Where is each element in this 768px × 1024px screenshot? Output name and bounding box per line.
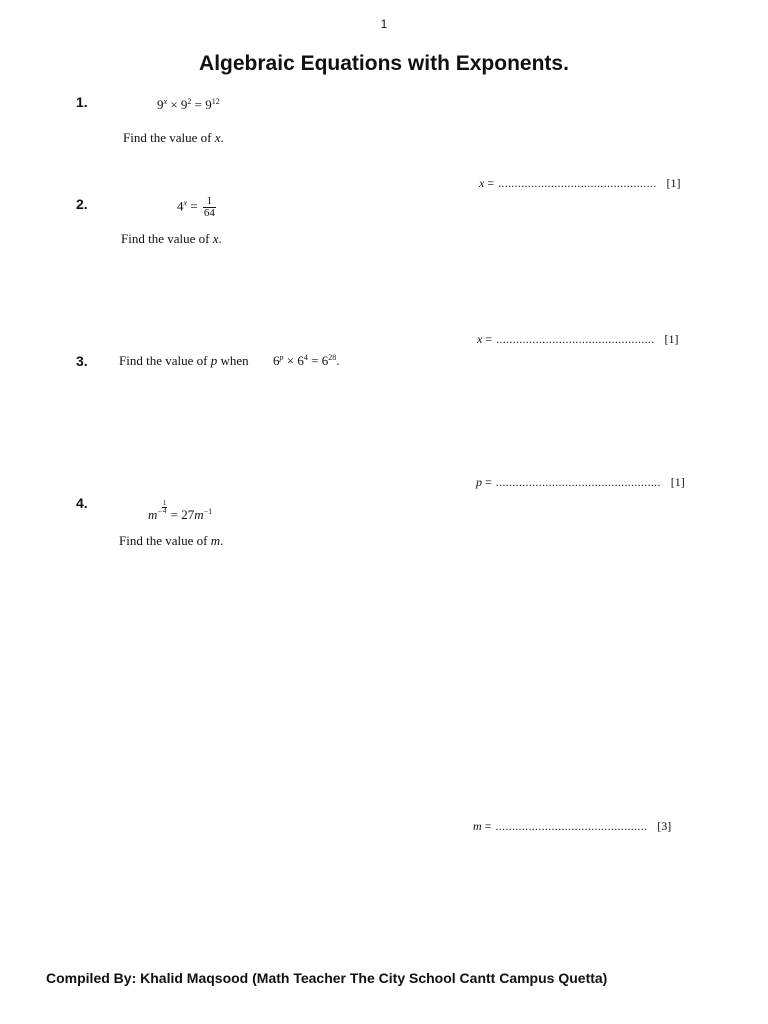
exponent-fraction-one-quarter: $\frac{1}{4}$ <box>162 499 167 515</box>
question-1-equation: $9^x \times 9^2 = 9^{12}$ <box>157 97 220 112</box>
question-3-number: 3. <box>76 353 88 369</box>
footer-credit: Compiled By: Khalid Maqsood (Math Teacher The City School Cantt Campus Quetta) <box>46 970 608 986</box>
page-number: 1 <box>380 17 388 31</box>
question-1-marks: [1] <box>666 176 681 190</box>
page-title: Algebraic Equations with Exponents. <box>199 52 569 75</box>
question-2-marks: [1] <box>664 332 679 346</box>
question-2-equation: 4$^x$ = $\frac{1}{64}$ <box>177 195 215 219</box>
question-4-number: 4. <box>76 495 88 511</box>
question-3-equation: $6^p \times 6^4 = 6^{28}$. <box>273 353 340 368</box>
question-4-prompt: Find the value of m. <box>119 533 224 548</box>
question-1-answer-line: x = ................................................ [1] <box>479 176 681 190</box>
fraction-one-over-64: $\frac{1}{64}$ <box>203 195 215 219</box>
question-1-prompt: Find the value of x. <box>123 130 224 145</box>
question-4-equation: m− $\frac{1}{4}$ = $27m^{-1}$ <box>148 499 213 522</box>
question-3-prompt: Find the value of p when <box>119 353 249 368</box>
question-4-marks: [3] <box>657 819 672 833</box>
question-3-answer-line: p = .................................................. [1] <box>476 475 685 489</box>
question-3-marks: [1] <box>670 475 685 489</box>
question-2-answer-line: x = ................................................ [1] <box>477 332 679 346</box>
question-4-answer-line: m = .............................................. [3] <box>473 819 672 833</box>
question-1-number: 1. <box>76 94 88 110</box>
question-2-number: 2. <box>76 196 88 212</box>
question-2-prompt: Find the value of x. <box>121 231 222 246</box>
